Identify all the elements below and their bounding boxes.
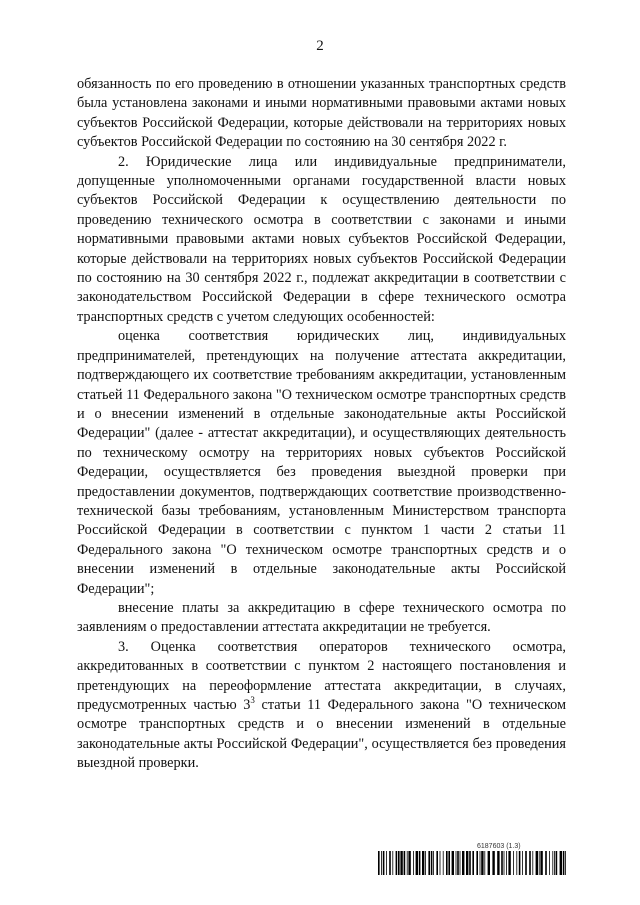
page-number: 2 [316,38,324,54]
superscript-mark: 3 [250,695,255,705]
paragraph-item-3 [77,638,566,774]
paragraph-continuation: обязанность по его проведению в отношении указанных транспортных средств была установлена законами и иными нормативными правовыми актами новых субъектов Российской Федерации, которые действовали на территориях новых субъектов Российской Федерации по состоянию на 30 сентября 2022 г. [77,76,566,151]
paragraph-assessment: оценка соответствия юридических лиц, индивидуальных предпринимателей, претендующих на получение аттестата аккредитации, подтверждающего их соответствие требованиям аккредитации, установленным статьей 11 Федерального закона "О техническом осмотре транспортных средств и о внесении изменений в отдельные законодательные акты Российской Федерации" (далее - аттестат аккредитации), и осуществляющих деятельность по техническому осмотру на территориях новых субъектов Российской Федерации, осуществляется без проведения выездной проверки при предоставлении документов, подтверждающих соответствие производственно-технической базы требованиям, установленным Министерством транспорта Российской Федерации в соответствии с пунктом 1 части 2 статьи 11 Федерального закона "О техническом осмотре транспортных средств и о внесении изменений в отдельные законодательные акты Российской Федерации"; [77,328,566,597]
paragraph-item-3-part2: статьи 11 Федерального закона "О техническом осмотре транспортных средств и о внесении изменений в отдельные законодательные акты Российской Федерации", осуществляется без проведения выездной проверки. [77,697,566,772]
barcode [378,851,566,875]
paragraph-fee: внесение платы за аккредитацию в сфере технического осмотра по заявлениям о предоставлении аттестата аккредитации не требуется. [77,599,566,636]
paragraph-item-2: 2. Юридические лица или индивидуальные предприниматели, допущенные уполномоченными органами государственной власти новых субъектов Российской Федерации к осуществлению деятельности по проведению технического осмотра в соответствии с законами и иными нормативными правовыми актами новых субъектов Российской Федерации, которые действовали на территориях новых субъектов Российской Федерации по состоянию на 30 сентября 2022 г., подлежат аккредитации в соответствии с законодательством Российской Федерации в сфере технического осмотра транспортных средств с учетом следующих особенностей: [77,153,566,325]
document-body [77,75,566,774]
paragraph-item-3-part1: 3. Оценка соответствия операторов технического осмотра, аккредитованных в соответствии с пунктом 2 настоящего постановления и претендующих на переоформление аттестата аккредитации, в случаях, предусмотренных частью 3 [77,638,566,713]
document-code: 6187603 (1.3) [477,843,521,850]
